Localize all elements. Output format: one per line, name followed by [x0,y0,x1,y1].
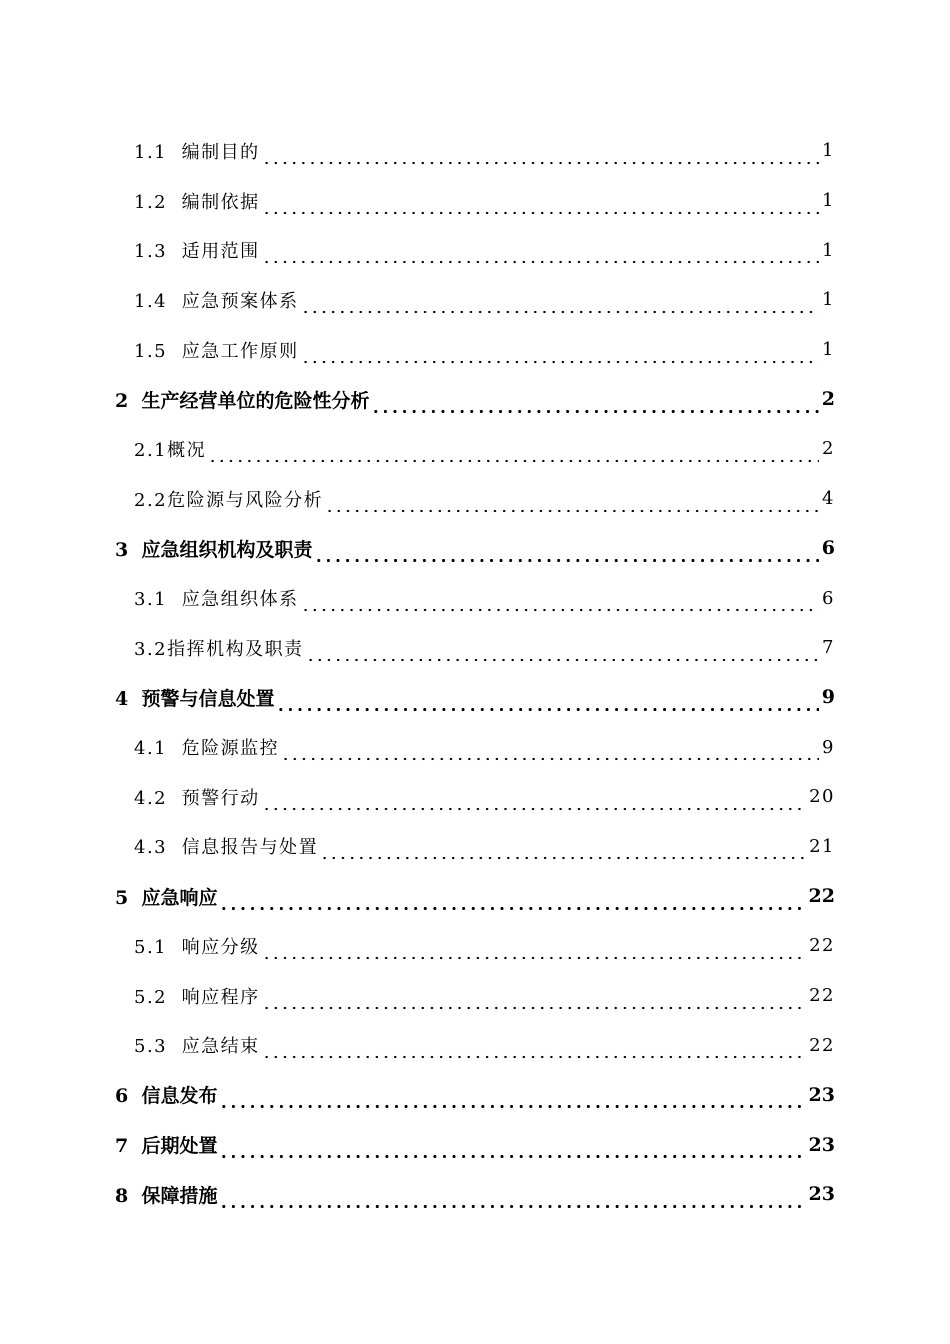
dot-leader [219,1190,805,1209]
toc-entry-page: 2 [822,438,835,460]
toc-entry-title: 5.3 应急结束 [134,1036,260,1058]
dot-leader [371,395,818,414]
toc-entry-page: 23 [808,1133,835,1156]
toc-entry-page: 22 [809,1034,835,1056]
toc-entry-page: 4 [822,488,835,510]
toc-entry-title: 3 应急组织机构及职责 [115,538,313,561]
toc-entry-3-2[interactable] [0,623,950,673]
dot-leader [320,842,806,860]
toc-entry-title: 6 信息发布 [115,1085,218,1108]
dot-leader [219,892,805,911]
toc-entry-5-3[interactable] [0,1020,950,1070]
toc-entry-title: 4 预警与信息处置 [115,687,275,710]
dot-leader [301,296,819,314]
toc-entry-page: 22 [809,985,835,1007]
dot-leader [301,594,819,612]
dot-leader [306,644,819,662]
toc-entry-page: 2 [821,388,835,411]
toc-entry-page: 1 [822,289,835,311]
toc-entry-title: 1.5 应急工作原则 [134,340,299,362]
toc-entry-title: 1.1 编制目的 [134,141,260,163]
dot-leader [262,992,807,1010]
toc-entry-page: 1 [822,239,835,261]
toc-entry-title: 4.2 预警行动 [134,787,260,809]
toc-chapter-8[interactable] [0,1169,950,1219]
dot-leader [262,793,807,811]
toc-entry-2-2[interactable] [0,474,950,524]
toc-entry-page: 20 [809,786,835,808]
toc-entry-page: 9 [822,736,835,758]
toc-chapter-3[interactable] [0,524,950,574]
dot-leader [314,544,818,563]
toc-entry-page: 1 [822,339,835,361]
toc-entry-page: 23 [808,1083,835,1106]
toc-entry-title: 8 保障措施 [115,1184,218,1207]
toc-entry-4-3[interactable] [0,822,950,872]
toc-chapter-6[interactable] [0,1070,950,1120]
toc-entry-title: 4.3 信息报告与处置 [134,837,319,859]
toc-entry-5-2[interactable] [0,971,950,1021]
toc-entry-4-2[interactable] [0,772,950,822]
toc-entry-2-1[interactable] [0,424,950,474]
toc-entry-1-4[interactable] [0,275,950,325]
toc-entry-page: 23 [808,1183,835,1206]
toc-entry-1-5[interactable] [0,325,950,375]
dot-leader [262,942,807,960]
toc-entry-1-1[interactable] [0,126,950,176]
toc-entry-4-1[interactable] [0,722,950,772]
toc-entry-title: 5 应急响应 [115,886,218,909]
toc-entry-page: 9 [821,686,835,709]
dot-leader [219,1140,805,1159]
toc-entry-title: 3.1 应急组织体系 [134,589,299,611]
dot-leader [219,1090,805,1109]
toc-entry-page: 1 [822,140,835,162]
dot-leader [281,743,819,761]
toc-entry-title: 1.2 编制依据 [134,191,260,213]
toc-entry-title: 5.1 响应分级 [134,936,260,958]
toc-entry-1-2[interactable] [0,176,950,226]
dot-leader [262,197,819,215]
dot-leader [301,346,819,364]
toc-entry-page: 7 [822,637,835,659]
dot-leader [208,445,819,463]
toc-chapter-5[interactable] [0,871,950,921]
toc-entry-title: 2 生产经营单位的危险性分析 [115,389,370,412]
dot-leader [262,246,819,264]
toc-chapter-4[interactable] [0,673,950,723]
toc-entry-5-1[interactable] [0,921,950,971]
toc-entry-title: 4.1 危险源监控 [134,738,280,760]
toc-entry-page: 22 [808,885,835,908]
toc-entry-page: 6 [821,537,835,560]
table-of-contents [0,126,950,1219]
toc-entry-title: 2.2危险源与风险分析 [134,489,324,511]
toc-entry-title: 2.1概况 [134,439,207,461]
dot-leader [262,147,819,165]
dot-leader [276,693,818,712]
toc-entry-3-1[interactable] [0,573,950,623]
toc-entry-page: 1 [822,190,835,212]
toc-chapter-7[interactable] [0,1120,950,1170]
toc-chapter-2[interactable] [0,374,950,424]
toc-entry-title: 1.4 应急预案体系 [134,290,299,312]
dot-leader [325,495,819,513]
toc-entry-title: 5.2 响应程序 [134,986,260,1008]
toc-entry-1-3[interactable] [0,225,950,275]
toc-entry-title: 1.3 适用范围 [134,241,260,263]
toc-entry-title: 7 后期处置 [115,1135,218,1158]
toc-entry-page: 22 [809,935,835,957]
toc-entry-page: 6 [822,587,835,609]
dot-leader [262,1041,807,1059]
toc-entry-title: 3.2指挥机构及职责 [134,638,304,660]
toc-entry-page: 21 [809,835,835,857]
